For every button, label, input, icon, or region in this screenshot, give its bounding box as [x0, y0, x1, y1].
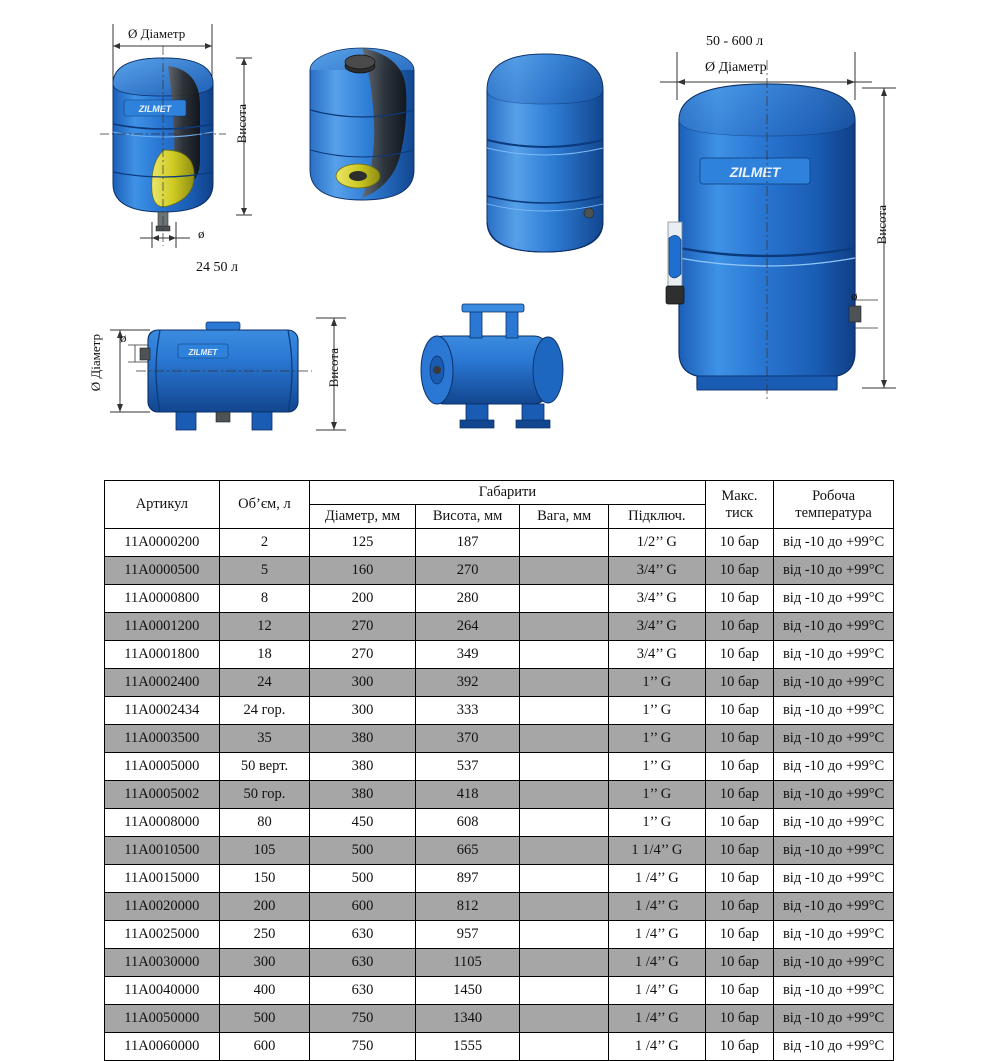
cell-article: 11A0015000 — [105, 865, 220, 893]
cell-height: 1555 — [415, 1033, 520, 1061]
cell-weight — [520, 613, 609, 641]
figure-horizontal-dimensioned — [110, 318, 346, 430]
cell-pressure: 10 бар — [705, 865, 773, 893]
cell-diameter: 270 — [310, 641, 416, 669]
figure-3d-cutaway — [310, 48, 414, 200]
table-row — [105, 697, 894, 725]
table-header-row-1 — [105, 481, 894, 505]
cell-connection: 1’’ G — [608, 669, 705, 697]
specification-table — [104, 480, 894, 1061]
cell-volume: 500 — [219, 1005, 309, 1033]
cell-pressure: 10 бар — [705, 725, 773, 753]
label-height-horizontal: Висота — [326, 348, 341, 388]
cell-diameter: 160 — [310, 557, 416, 585]
cell-volume: 50 верт. — [219, 753, 309, 781]
cell-pressure: 10 бар — [705, 529, 773, 557]
table-row — [105, 725, 894, 753]
cell-connection: 1 /4’’ G — [608, 865, 705, 893]
cell-pressure: 10 бар — [705, 893, 773, 921]
cell-temperature: від -10 до +99°С — [774, 893, 894, 921]
cell-article: 11A0020000 — [105, 893, 220, 921]
cell-connection: 1 /4’’ G — [608, 977, 705, 1005]
cell-article: 11A0002434 — [105, 697, 220, 725]
cell-height: 537 — [415, 753, 520, 781]
cell-temperature: від -10 до +99°С — [774, 753, 894, 781]
cell-article: 11A0001800 — [105, 641, 220, 669]
cell-height: 608 — [415, 809, 520, 837]
label-height-left: Висота — [234, 104, 249, 144]
table-row — [105, 865, 894, 893]
cell-diameter: 300 — [310, 669, 416, 697]
label-diameter-right: Ø Діаметр — [705, 60, 767, 75]
cell-pressure: 10 бар — [705, 1033, 773, 1061]
cell-connection: 1 /4’’ G — [608, 893, 705, 921]
cell-article: 11A0001200 — [105, 613, 220, 641]
cell-article: 11A0025000 — [105, 921, 220, 949]
cell-weight — [520, 753, 609, 781]
cell-diameter: 630 — [310, 921, 416, 949]
table-row — [105, 641, 894, 669]
table-row — [105, 1005, 894, 1033]
cell-weight — [520, 1005, 609, 1033]
cell-volume: 18 — [219, 641, 309, 669]
cell-article: 11A0060000 — [105, 1033, 220, 1061]
cell-pressure: 10 бар — [705, 641, 773, 669]
label-range-50-600: 50 - 600 л — [706, 34, 764, 49]
cell-temperature: від -10 до +99°С — [774, 529, 894, 557]
figure-vertical-outer — [487, 54, 603, 252]
label-diameter-horizontal: Ø Діаметр — [88, 334, 103, 392]
cell-height: 333 — [415, 697, 520, 725]
label-small-diameter-right: ø — [851, 288, 858, 303]
cell-connection: 1/2’’ G — [608, 529, 705, 557]
cell-article: 11A0000200 — [105, 529, 220, 557]
cell-height: 1340 — [415, 1005, 520, 1033]
table-row — [105, 753, 894, 781]
table-row — [105, 921, 894, 949]
cell-temperature: від -10 до +99°С — [774, 669, 894, 697]
cell-volume: 5 — [219, 557, 309, 585]
cell-height: 349 — [415, 641, 520, 669]
th-diameter: Діаметр, мм — [310, 505, 416, 529]
cell-temperature: від -10 до +99°С — [774, 921, 894, 949]
table-row — [105, 585, 894, 613]
cell-height: 665 — [415, 837, 520, 865]
cell-height: 1105 — [415, 949, 520, 977]
cell-connection: 1 /4’’ G — [608, 921, 705, 949]
th-dimensions-group: Габарити — [310, 481, 706, 505]
table-row — [105, 893, 894, 921]
cell-diameter: 500 — [310, 865, 416, 893]
cell-connection: 1 /4’’ G — [608, 1033, 705, 1061]
cell-connection: 3/4’’ G — [608, 585, 705, 613]
cell-height: 897 — [415, 865, 520, 893]
cell-weight — [520, 837, 609, 865]
cell-volume: 2 — [219, 529, 309, 557]
cell-diameter: 750 — [310, 1033, 416, 1061]
cell-temperature: від -10 до +99°С — [774, 725, 894, 753]
cell-height: 370 — [415, 725, 520, 753]
cell-diameter: 380 — [310, 753, 416, 781]
label-height-right: Висота — [874, 205, 889, 245]
table-row — [105, 781, 894, 809]
cell-volume: 50 гор. — [219, 781, 309, 809]
cell-weight — [520, 529, 609, 557]
cell-weight — [520, 725, 609, 753]
cell-temperature: від -10 до +99°С — [774, 641, 894, 669]
cell-connection: 1’’ G — [608, 697, 705, 725]
cell-connection: 3/4’’ G — [608, 641, 705, 669]
cell-article: 11A0005000 — [105, 753, 220, 781]
table-row — [105, 949, 894, 977]
th-max-pressure — [705, 481, 773, 529]
cell-article: 11A0010500 — [105, 837, 220, 865]
cell-pressure: 10 бар — [705, 669, 773, 697]
cell-pressure: 10 бар — [705, 837, 773, 865]
cell-temperature: від -10 до +99°С — [774, 977, 894, 1005]
cell-volume: 80 — [219, 809, 309, 837]
cell-weight — [520, 1033, 609, 1061]
cell-article: 11A0000500 — [105, 557, 220, 585]
figure-large-vertical — [660, 52, 896, 400]
cell-volume: 24 гор. — [219, 697, 309, 725]
cell-temperature: від -10 до +99°С — [774, 809, 894, 837]
cell-weight — [520, 781, 609, 809]
cell-temperature: від -10 до +99°С — [774, 781, 894, 809]
th-max-pressure-line2: тиск — [725, 504, 754, 521]
cell-volume: 24 — [219, 669, 309, 697]
specification-table-container — [104, 480, 894, 1061]
cell-temperature: від -10 до +99°С — [774, 613, 894, 641]
cell-connection: 1 /4’’ G — [608, 1005, 705, 1033]
cell-article: 11A0008000 — [105, 809, 220, 837]
cell-pressure: 10 бар — [705, 809, 773, 837]
cell-weight — [520, 641, 609, 669]
cell-weight — [520, 921, 609, 949]
cell-height: 187 — [415, 529, 520, 557]
label-diameter-top-left: Ø Діаметр — [128, 26, 186, 41]
table-head — [105, 481, 894, 529]
cell-weight — [520, 893, 609, 921]
cell-height: 957 — [415, 921, 520, 949]
th-temperature — [774, 481, 894, 529]
cell-connection: 1 1/4’’ G — [608, 837, 705, 865]
cell-diameter: 750 — [310, 1005, 416, 1033]
cell-volume: 12 — [219, 613, 309, 641]
cell-temperature: від -10 до +99°С — [774, 949, 894, 977]
label-small-diameter-horizontal: ø — [120, 330, 127, 345]
product-illustrations — [0, 0, 1000, 470]
caption-24-50: 24 50 л — [196, 260, 238, 275]
cell-temperature: від -10 до +99°С — [774, 585, 894, 613]
cell-temperature: від -10 до +99°С — [774, 1005, 894, 1033]
cell-article: 11A0003500 — [105, 725, 220, 753]
cell-article: 11A0040000 — [105, 977, 220, 1005]
cell-volume: 8 — [219, 585, 309, 613]
svg-text:ZILMET: ZILMET — [188, 348, 218, 357]
cell-article: 11A0005002 — [105, 781, 220, 809]
th-article: Артикул — [105, 481, 220, 529]
th-temperature-line1: Робоча — [812, 487, 856, 504]
cell-temperature: від -10 до +99°С — [774, 697, 894, 725]
cell-height: 812 — [415, 893, 520, 921]
cell-diameter: 450 — [310, 809, 416, 837]
cell-pressure: 10 бар — [705, 921, 773, 949]
cell-diameter: 630 — [310, 977, 416, 1005]
cell-height: 270 — [415, 557, 520, 585]
cell-weight — [520, 977, 609, 1005]
cell-pressure: 10 бар — [705, 1005, 773, 1033]
cell-pressure: 10 бар — [705, 949, 773, 977]
th-temperature-line2: температура — [795, 504, 872, 521]
cell-weight — [520, 809, 609, 837]
cell-pressure: 10 бар — [705, 697, 773, 725]
svg-text:ZILMET: ZILMET — [729, 164, 781, 180]
cell-article: 11A0050000 — [105, 1005, 220, 1033]
cell-connection: 3/4’’ G — [608, 557, 705, 585]
cell-article: 11A0002400 — [105, 669, 220, 697]
th-max-pressure-line1: Макс. — [721, 487, 758, 504]
th-height: Висота, мм — [415, 505, 520, 529]
table-row — [105, 613, 894, 641]
cell-temperature: від -10 до +99°С — [774, 865, 894, 893]
cell-diameter: 200 — [310, 585, 416, 613]
illustration-svg — [0, 0, 1000, 470]
cell-pressure: 10 бар — [705, 977, 773, 1005]
cell-diameter: 300 — [310, 697, 416, 725]
th-connection: Підключ. — [608, 505, 705, 529]
cell-volume: 150 — [219, 865, 309, 893]
cell-temperature: від -10 до +99°С — [774, 837, 894, 865]
cell-height: 392 — [415, 669, 520, 697]
cell-height: 418 — [415, 781, 520, 809]
label-small-diameter-left: ø — [198, 226, 205, 241]
cell-volume: 35 — [219, 725, 309, 753]
cell-weight — [520, 669, 609, 697]
th-weight: Вага, мм — [520, 505, 609, 529]
cell-pressure: 10 бар — [705, 557, 773, 585]
cell-diameter: 380 — [310, 781, 416, 809]
cell-volume: 105 — [219, 837, 309, 865]
cell-connection: 1’’ G — [608, 781, 705, 809]
cell-height: 280 — [415, 585, 520, 613]
table-row — [105, 669, 894, 697]
cell-article: 11A0000800 — [105, 585, 220, 613]
cell-pressure: 10 бар — [705, 753, 773, 781]
table-row — [105, 837, 894, 865]
cell-pressure: 10 бар — [705, 613, 773, 641]
table-row — [105, 529, 894, 557]
cell-diameter: 630 — [310, 949, 416, 977]
cell-weight — [520, 949, 609, 977]
table-row — [105, 1033, 894, 1061]
cell-volume: 250 — [219, 921, 309, 949]
cell-temperature: від -10 до +99°С — [774, 1033, 894, 1061]
cell-pressure: 10 бар — [705, 585, 773, 613]
table-body — [105, 529, 894, 1061]
cell-connection: 1’’ G — [608, 809, 705, 837]
cell-connection: 1’’ G — [608, 725, 705, 753]
cell-volume: 600 — [219, 1033, 309, 1061]
cell-weight — [520, 585, 609, 613]
cell-weight — [520, 697, 609, 725]
cell-volume: 300 — [219, 949, 309, 977]
table-row — [105, 557, 894, 585]
figure-vertical-cutaway — [100, 24, 252, 248]
cell-height: 264 — [415, 613, 520, 641]
cell-weight — [520, 865, 609, 893]
cell-diameter: 270 — [310, 613, 416, 641]
figure-horizontal-3d — [421, 304, 563, 428]
cell-pressure: 10 бар — [705, 781, 773, 809]
cell-diameter: 125 — [310, 529, 416, 557]
cell-volume: 200 — [219, 893, 309, 921]
cell-weight — [520, 557, 609, 585]
cell-height: 1450 — [415, 977, 520, 1005]
th-volume: Об’єм, л — [219, 481, 309, 529]
cell-temperature: від -10 до +99°С — [774, 557, 894, 585]
cell-diameter: 500 — [310, 837, 416, 865]
cell-connection: 1 /4’’ G — [608, 949, 705, 977]
table-row — [105, 977, 894, 1005]
cell-connection: 3/4’’ G — [608, 613, 705, 641]
cell-volume: 400 — [219, 977, 309, 1005]
cell-diameter: 600 — [310, 893, 416, 921]
svg-text:ZILMET: ZILMET — [138, 104, 172, 114]
cell-article: 11A0030000 — [105, 949, 220, 977]
cell-connection: 1’’ G — [608, 753, 705, 781]
cell-diameter: 380 — [310, 725, 416, 753]
table-row — [105, 809, 894, 837]
